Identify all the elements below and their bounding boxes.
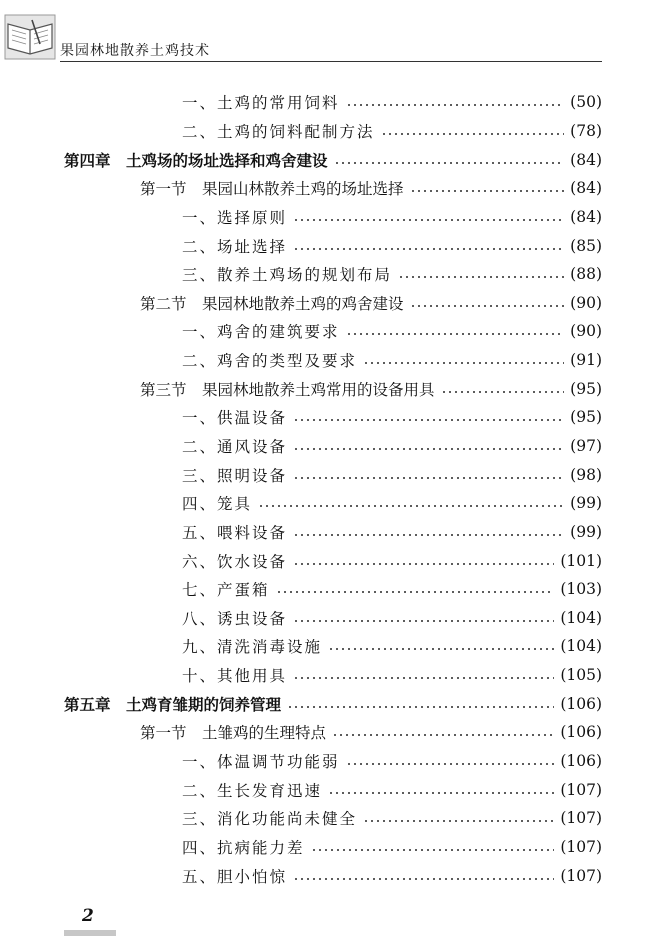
toc-entry-title: 第二节 果园林地散养土鸡的鸡舍建设 bbox=[140, 294, 404, 313]
dot-leader bbox=[363, 820, 554, 822]
dot-leader bbox=[293, 419, 564, 421]
dot-leader bbox=[381, 133, 565, 135]
toc-subsection-entry bbox=[0, 833, 660, 862]
toc-entry-page: (85) bbox=[570, 236, 602, 255]
toc-entry-page: (95) bbox=[570, 408, 602, 427]
page-header bbox=[0, 0, 660, 70]
toc-entry-title: 一、鸡舍的建筑要求 bbox=[182, 323, 340, 342]
toc-subsection-entry bbox=[0, 546, 660, 575]
dot-leader bbox=[293, 878, 554, 880]
toc-chapter-entry bbox=[0, 145, 660, 174]
toc-entry-page: (90) bbox=[570, 322, 602, 341]
toc-entry-title: 八、诱虫设备 bbox=[182, 609, 288, 628]
dot-leader bbox=[332, 734, 554, 736]
toc-entry-title: 三、散养土鸡场的规划布局 bbox=[182, 266, 393, 285]
dot-leader bbox=[293, 534, 564, 536]
toc-entry-title: 第三节 果园林地散养土鸡常用的设备用具 bbox=[140, 380, 435, 399]
page-number: 2 bbox=[82, 906, 94, 926]
toc-subsection-entry bbox=[0, 804, 660, 833]
toc-subsection-entry bbox=[0, 317, 660, 346]
toc-entry-title: 二、鸡舍的类型及要求 bbox=[182, 352, 358, 371]
toc-entry-page: (103) bbox=[560, 580, 602, 599]
toc-entry-title: 一、体温调节功能弱 bbox=[182, 753, 340, 772]
dot-leader bbox=[363, 362, 564, 364]
toc-entry-title: 一、选择原则 bbox=[182, 208, 288, 227]
running-head-title: 果园林地散养土鸡技术 bbox=[60, 43, 210, 59]
dot-leader bbox=[293, 448, 564, 450]
toc-subsection-entry bbox=[0, 403, 660, 432]
toc-section-entry bbox=[0, 374, 660, 403]
toc-subsection-entry bbox=[0, 632, 660, 661]
dot-leader bbox=[287, 706, 554, 708]
toc-entry-page: (104) bbox=[560, 608, 602, 627]
toc-subsection-entry bbox=[0, 604, 660, 633]
toc-entry-page: (50) bbox=[570, 93, 602, 112]
toc-entry-title: 第五章 土鸡育雏期的饲养管理 bbox=[64, 695, 282, 714]
toc-entry-title: 六、饮水设备 bbox=[182, 552, 288, 571]
toc-entry-title: 十、其他用具 bbox=[182, 667, 288, 686]
dot-leader bbox=[293, 677, 554, 679]
toc-subsection-entry bbox=[0, 432, 660, 461]
toc-subsection-entry bbox=[0, 775, 660, 804]
dot-leader bbox=[293, 620, 554, 622]
dot-leader bbox=[334, 162, 565, 164]
toc-entry-title: 第一节 果园山林散养土鸡的场址选择 bbox=[140, 180, 404, 199]
toc-entry-title: 四、笼具 bbox=[182, 495, 253, 514]
toc-entry-page: (101) bbox=[560, 551, 602, 570]
toc-entry-title: 三、照明设备 bbox=[182, 466, 288, 485]
header-rule bbox=[60, 61, 602, 62]
toc-subsection-entry bbox=[0, 518, 660, 547]
toc-entry-page: (95) bbox=[570, 379, 602, 398]
footer-bar bbox=[64, 930, 116, 936]
toc-entry-page: (107) bbox=[560, 866, 602, 885]
toc-entry-title: 二、场址选择 bbox=[182, 237, 288, 256]
toc-entry-page: (88) bbox=[570, 265, 602, 284]
dot-leader bbox=[293, 219, 564, 221]
toc-section-entry bbox=[0, 174, 660, 203]
toc-subsection-entry bbox=[0, 460, 660, 489]
toc-entry-page: (98) bbox=[570, 465, 602, 484]
toc-entry-title: 一、土鸡的常用饲料 bbox=[182, 94, 340, 113]
table-of-contents bbox=[0, 88, 660, 890]
dot-leader bbox=[293, 477, 564, 479]
dot-leader bbox=[276, 591, 555, 593]
dot-leader bbox=[410, 190, 565, 192]
open-book-icon bbox=[4, 14, 56, 60]
toc-entry-page: (106) bbox=[560, 752, 602, 771]
toc-entry-page: (84) bbox=[570, 150, 602, 169]
toc-entry-page: (106) bbox=[560, 694, 602, 713]
toc-entry-page: (107) bbox=[560, 837, 602, 856]
toc-subsection-entry bbox=[0, 117, 660, 146]
toc-entry-title: 二、通风设备 bbox=[182, 438, 288, 456]
toc-subsection-entry bbox=[0, 489, 660, 518]
toc-entry-title: 一、供温设备 bbox=[182, 409, 288, 428]
toc-subsection-entry bbox=[0, 346, 660, 375]
dot-leader bbox=[346, 104, 565, 106]
toc-entry-page: (84) bbox=[570, 207, 602, 226]
toc-entry-title: 七、产蛋箱 bbox=[182, 581, 270, 600]
dot-leader bbox=[346, 333, 565, 335]
toc-entry-page: (84) bbox=[570, 179, 602, 198]
toc-entry-page: (90) bbox=[570, 293, 602, 312]
toc-entry-title: 二、土鸡的饲料配制方法 bbox=[182, 122, 375, 141]
toc-entry-title: 第四章 土鸡场的场址选择和鸡舍建设 bbox=[64, 151, 328, 170]
toc-entry-page: (106) bbox=[560, 723, 602, 742]
dot-leader bbox=[328, 792, 554, 794]
toc-subsection-entry bbox=[0, 747, 660, 776]
toc-entry-page: (107) bbox=[560, 809, 602, 828]
toc-subsection-entry bbox=[0, 861, 660, 890]
dot-leader bbox=[293, 563, 554, 565]
toc-entry-page: (105) bbox=[560, 666, 602, 685]
toc-entry-page: (99) bbox=[570, 522, 602, 541]
toc-entry-page: (97) bbox=[570, 437, 602, 455]
toc-subsection-entry bbox=[0, 575, 660, 604]
dot-leader bbox=[328, 648, 554, 650]
dot-leader bbox=[441, 391, 565, 393]
toc-section-entry bbox=[0, 718, 660, 747]
toc-entry-title: 五、喂料设备 bbox=[182, 523, 288, 542]
dot-leader bbox=[398, 276, 564, 278]
dot-leader bbox=[311, 849, 555, 851]
dot-leader bbox=[258, 505, 564, 507]
toc-entry-title: 三、消化功能尚未健全 bbox=[182, 810, 358, 829]
toc-entry-page: (99) bbox=[570, 494, 602, 513]
toc-entry-title: 九、清洗消毒设施 bbox=[182, 638, 323, 657]
toc-entry-title: 四、抗病能力差 bbox=[182, 838, 305, 857]
toc-subsection-entry bbox=[0, 661, 660, 690]
toc-entry-page: (107) bbox=[560, 780, 602, 799]
toc-subsection-entry bbox=[0, 260, 660, 289]
toc-subsection-entry bbox=[0, 88, 660, 117]
toc-subsection-entry bbox=[0, 231, 660, 260]
toc-entry-title: 五、胆小怕惊 bbox=[182, 867, 288, 886]
dot-leader bbox=[346, 763, 555, 765]
toc-entry-title: 二、生长发育迅速 bbox=[182, 781, 323, 800]
toc-subsection-entry bbox=[0, 203, 660, 232]
toc-chapter-entry bbox=[0, 689, 660, 718]
toc-entry-title: 第一节 土雏鸡的生理特点 bbox=[140, 724, 327, 743]
toc-entry-page: (104) bbox=[560, 637, 602, 656]
dot-leader bbox=[410, 305, 565, 307]
toc-entry-page: (78) bbox=[570, 121, 602, 140]
toc-entry-page: (91) bbox=[570, 351, 602, 370]
toc-section-entry bbox=[0, 288, 660, 317]
dot-leader bbox=[293, 248, 564, 250]
